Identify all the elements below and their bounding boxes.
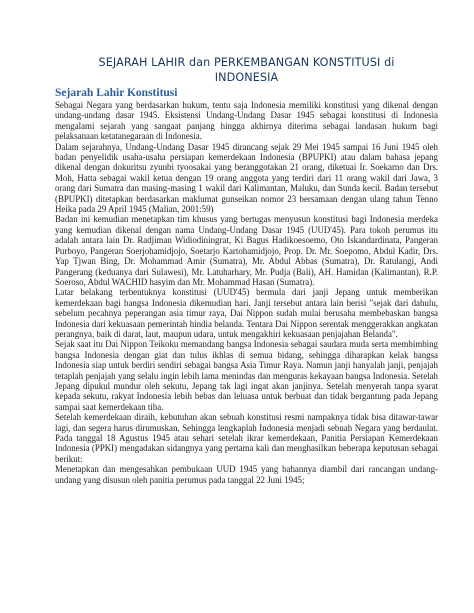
paragraph: Sejak saat itu Dai Nippon Teikoku memandang bangsa Indonesia sebagai saudara muda serta membimbing bangsa Indonesia dengan giat dan tulus ikhlas di semua bidang, sehingga diharapkan kelak bangsa Indonesia siap untuk berdiri sendiri sebagai bangsa Asia Timur Raya. Namun janji hanyalah janji, penjajah tetaplah penjajah yang selalu ingin lebih lama menindas dan menguras kekayaan bangsa Indonesia. Setelah Jepang dipukul mundur oleh sekutu, Jepang tak lagi ingat akan janjinya. Setelah menyerah tanpa syarat kepada sekutu, rakyat Indonesia lebih bebas dan leluasa untuk berbuat dan tidak bergantung pada Jepang sampai saat kemerdekaan tiba. bbox=[55, 339, 438, 412]
paragraph: Setelah kemerdekaan diraih, kebutuhan akan sebuah konstitusi resmi nampaknya tidak bisa ditawar-tawar lagi, dan segera harus dirumuskan. Sehingga lengkaplah Indonesia menjadi sebuah Negara yang berdaulat. Pada tanggal 18 Agustus 1945 atau sehari setelah ikrar kemerdekaan, Panitia Persiapan Kemerdekaan Indonesia (PPKI) mengadakan sidangnya yang pertama kali dan menghasilkan beberapa keputusan sebagai berikut: bbox=[55, 412, 438, 464]
paragraph: Sebagai Negara yang berdasarkan hukum, tentu saja Indonesia memiliki konstitusi yang dikenal dengan undang-undang dasar 1945. Eksistensi Undang-Undang Dasar 1945 sebagai konstitusi di Indonesia mengalami sejarah yang sangaat panjang hingga akhirnya diterima sebagai landasan hukum bagi pelaksanaan ketatanegaraan di Indonesia. bbox=[55, 100, 438, 142]
paragraph: Dalam sejarahnya, Undang-Undang Dasar 1945 dirancang sejak 29 Mei 1945 sampai 16 Juni 1945 oleh badan penyelidik usaha-usaha persiapan kemerdekaan Indonesia (BPUPKI) atau dalam bahasa jepang dikenal dengan dokuritsu zyunbi tyoosakai yang beranggotakan 21 orang, diketuai Ir. Soekarno dan Drs. Moh, Hatta sebagai wakil ketua dengan 19 orang anggota yang terdiri dari 11 orang wakil dari Jawa, 3 orang dari Sumatra dan masing-masing 1 wakil dari Kalimantan, Maluku, dan Sunda kecil. Badan tersebut (BPUPKI) ditetapkan berdasarkan maklumat gunseikan nomor 23 bersamaan dengan ulang tahun Tenno Heika pada 29 April 1945 (Malian, 2001:59) bbox=[55, 141, 438, 215]
paragraph: Menetapkan dan mengesahkan pembukaan UUD 1945 yang bahannya diambil dari rancangan undang-undang yang disusun oleh panitia perumus pada tanggal 22 Juni 1945; bbox=[55, 464, 438, 485]
document-body bbox=[55, 100, 438, 485]
document-title bbox=[55, 0, 438, 85]
title-line-1: SEJARAH LAHIR dan PERKEMBANGAN KONSTITUSI di bbox=[98, 56, 395, 69]
paragraph: Latar belakang terbentuknya konstitusi (UUD'45) bermula dari janji Jepang untuk memberikan kemerdekaan bagi bangsa Indonesia dikemudian hari. Janji tersebut antara lain berisi "sejak dari dahulu, sebelum pecahnya peperangan asia timur raya, Dai Nippon sudah mulai berusaha membebaskan bangsa Indonesia dari kekuasaan pemerintah hindia belanda. Tentara Dai Nippon serentak menggerakkan angkatan perangnya, baik di darat, laut, maupun udara, untuk mengakhiri kekuasaan penjajahan Belanda". bbox=[55, 287, 438, 339]
title-line-2: INDONESIA bbox=[214, 71, 279, 84]
paragraph: Badan ini kemudian menetapkan tim khusus yang bertugas menyusun konstitusi bagi Indonesia merdeka yang kemudian dikenal dengan nama Undang-Undang Dasar 1945 (UUD'45). Para tokoh perumus itu adalah antara lain Dr. Radjiman Widiodiningrat, Ki Bagus Hadikoesoemo, Oto Iskandardinata, Pangeran Purboyo, Pangeran Soerjohamidjojo, Soetarjo Kartohamidjojo, Prop. Dr. Mr. Soepomo, Abdul Kadir, Drs. Yap Tjwan Bing, Dr. Mohammad Amir (Sumatra), Mr. Abdul Abbas (Sumatra), Dr. Ratulangi, Andi Pangerang (keduanya dari Sulawesi), Mr. Latuharhary, Mr. Pudja (Bali), AH. Hamidan (Kalimantan), R.P. Soeroso, Abdul WACHID hasyim dan Mr. Mohammad Hasan (Sumatra). bbox=[55, 214, 438, 287]
section-heading: Sejarah Lahir Konstitusi bbox=[55, 87, 178, 99]
